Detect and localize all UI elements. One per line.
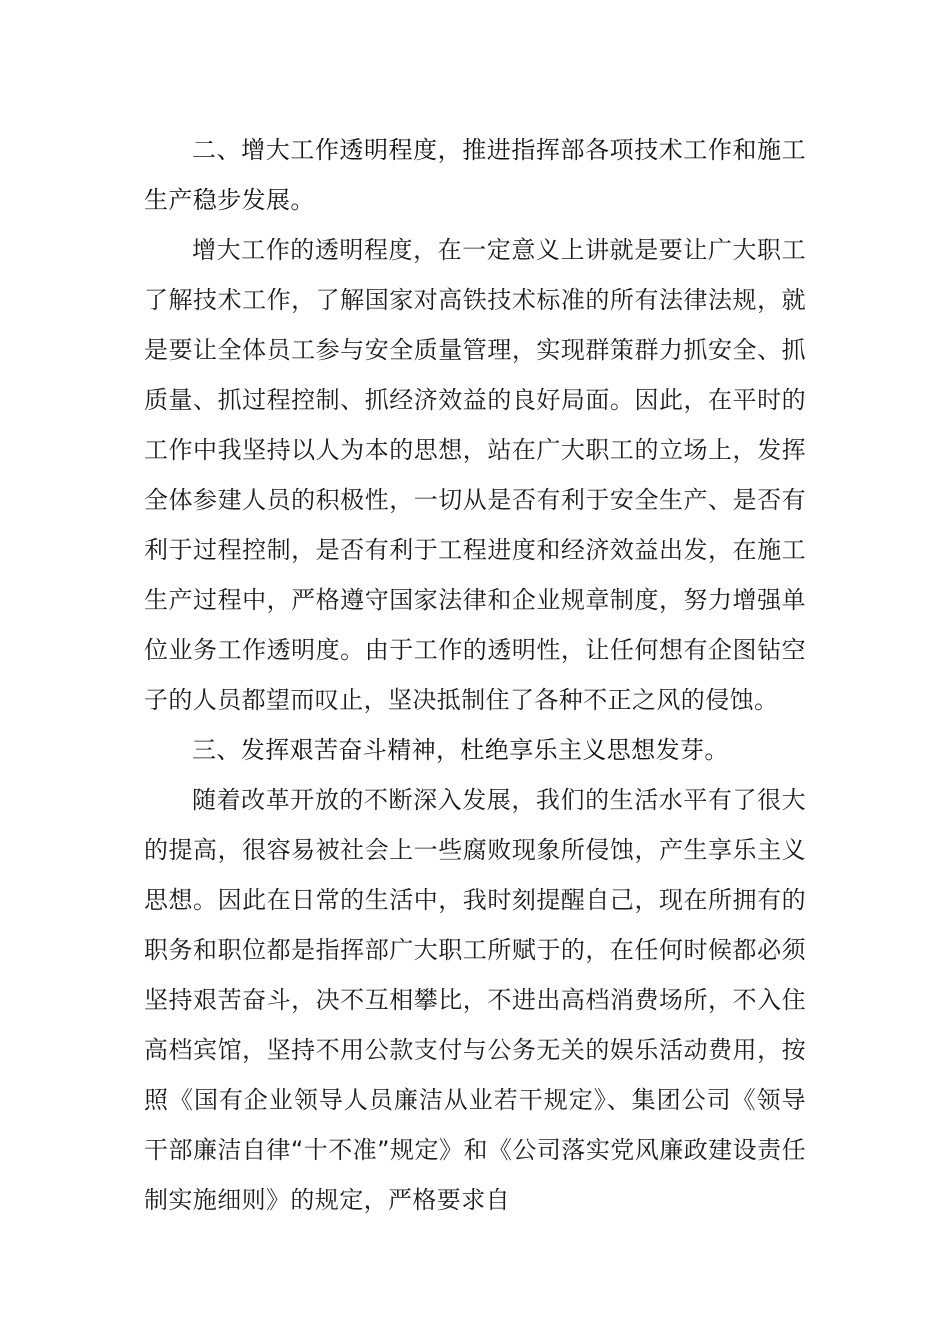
section-heading-3: 三、发挥艰苦奋斗精神，杜绝享乐主义思想发芽。 <box>192 736 729 764</box>
body-paragraph-hard-work: 随着改革开放的不断深入发展，我们的生活水平有了很大的提高，很容易被社会上一些腐败现象所侵蚀，产生享乐主义思想。因此在日常的生活中，我时刻提醒自己，现在所拥有的职务和职位都是指挥部广大职工所赋于的，在任何时候都必须坚持艰苦奋斗，决不互相攀比，不进出高档消费场所，不入住高档宾馆，坚持不用公款支付与公务无关的娱乐活动费用，按照《国有企业领导人员廉洁从业若干规定》、集团公司《领导干部廉洁自律“十不准”规定》和《公司落实党风廉政建设责任制实施细则》的规定，严格要求自 <box>144 786 806 1214</box>
document-body <box>144 125 806 1225</box>
section-heading-2: 二、增大工作透明程度，推进指挥部各项技术工作和施工生产稳步发展。 <box>144 136 806 214</box>
body-paragraph-transparency: 增大工作的透明程度，在一定意义上讲就是要让广大职工了解技术工作，了解国家对高铁技术标准的所有法律法规，就是要让全体员工参与安全质量管理，实现群策群力抓安全、抓质量、抓过程控制、抓经济效益的良好局面。因此，在平时的工作中我坚持以人为本的思想，站在广大职工的立场上，发挥全体参建人员的积极性，一切从是否有利于安全生产、是否有利于过程控制，是否有利于工程进度和经济效益出发，在施工生产过程中，严格遵守国家法律和企业规章制度，努力增强单位业务工作透明度。由于工作的透明性，让任何想有企图钻空子的人员都望而叹止，坚决抵制住了各种不正之风的侵蚀。 <box>144 236 806 714</box>
